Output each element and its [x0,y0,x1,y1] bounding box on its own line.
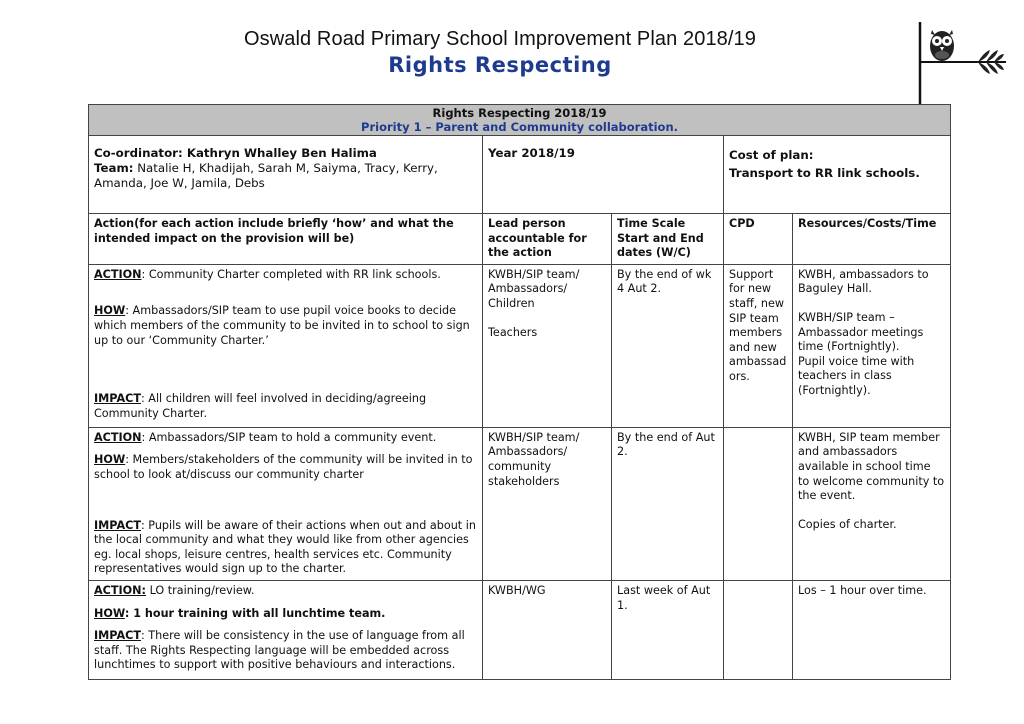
impact-text [94,392,477,421]
impact-text [94,519,477,577]
cost-label: Cost of plan: [729,148,814,162]
resources-value-2: Copies of charter. [798,517,897,531]
resources-value: KWBH, SIP team member and ambassadors available in school time to welcome community to the event. [798,430,945,503]
column-header-action: Action(for each action include briefly ‘how’ and what the intended impact on the provision will be) [89,214,483,265]
how-text [94,304,477,348]
team-list [94,161,477,191]
resources-value-2: KWBH/SIP team – Ambassador meetings time (Fortnightly). [798,310,924,354]
lead-cell: KWBH/SIP team/ Ambassadors/ community stakeholders [483,427,612,580]
impact-label: IMPACT [94,629,141,643]
column-header-cpd: CPD [724,214,793,265]
action-value: : Ambassadors/SIP team to hold a community event. [141,430,437,444]
action-label: ACTION: [94,583,147,597]
coordinator: Co-ordinator: Kathryn Whalley Ben Halima [94,146,377,160]
priority-heading: Priority 1 – Parent and Community collaboration. [361,120,679,134]
action-label: ACTION [94,430,142,444]
cpd-cell [724,427,793,580]
action-value: LO training/review. [146,583,255,597]
how-label: HOW [94,453,126,467]
year-label: Year 2018/19 [488,146,575,160]
improvement-plan-table [88,104,951,680]
how-text [94,453,477,482]
how-value: : 1 hour training with all lunchtime team. [124,606,386,620]
resources-value: KWBH, ambassadors to Baguley Hall. [798,267,929,296]
impact-value: : There will be consistency in the use of language from all staff. The Rights Respecting language will be embedded across lunchtimes to support with positive behaviours and interactions. [94,629,465,672]
action-label: ACTION [94,267,142,281]
column-header-timescale: Time Scale Start and End dates (W/C) [612,214,724,265]
team-label: Team: [94,161,134,175]
table-heading [89,105,951,136]
lead-value: KWBH/SIP team/ Ambassadors/ Children [488,267,580,310]
resources-cell [793,427,951,580]
team-members: Natalie H, Khadijah, Sarah M, Saiyma, Tracy, Kerry, Amanda, Joe W, Jamila, Debs [94,161,438,190]
impact-value: : All children will feel involved in deciding/agreeing Community Charter. [94,392,427,420]
cost-cell [724,136,951,214]
impact-label: IMPACT [94,392,141,406]
impact-value: : Pupils will be aware of their actions when out and about in the local community and what they would like from other agencies eg. local shops, leisure centres, health services etc. Community representatives would sign up to the charter. [94,518,476,576]
cpd-cell [724,580,793,679]
action-cell [89,427,483,580]
page-title: Oswald Road Primary School Improvement Plan 2018/19 [243,28,756,50]
timescale-cell: By the end of wk 4 Aut 2. [612,264,724,427]
impact-text [94,629,477,673]
resources-cell [793,264,951,427]
table-row [89,580,951,679]
how-text [94,607,477,622]
how-label: HOW [94,606,125,620]
page-subtitle: Rights Respecting [388,53,612,77]
plan-heading: Rights Respecting 2018/19 [432,106,607,120]
lead-cell [483,264,612,427]
action-text [94,431,477,446]
action-cell [89,580,483,679]
impact-label: IMPACT [94,518,141,532]
action-cell [89,264,483,427]
owl-logo-icon [918,22,1008,106]
resources-value-3: Pupil voice time with teachers in class (Fortnightly). [798,354,915,397]
lead-value-2: Teachers [488,325,538,339]
how-value: : Members/stakeholders of the community will be invited in to school to look at/discuss our community charter [94,453,473,481]
action-value: : Community Charter completed with RR link schools. [141,267,441,281]
how-label: HOW [94,304,126,318]
year-cell [483,136,724,214]
how-value: : Ambassadors/SIP team to use pupil voice books to decide which members of the community to be invited in to school to sign up to our ‘Community Charter.’ [94,304,470,347]
table-row [89,264,951,427]
action-text [94,268,477,283]
lead-cell: KWBH/WG [483,580,612,679]
timescale-cell: Last week of Aut 1. [612,580,724,679]
cost-value: Transport to RR link schools. [729,166,920,180]
column-header-lead: Lead person accountable for the action [483,214,612,265]
timescale-cell: By the end of Aut 2. [612,427,724,580]
table-row [89,427,951,580]
action-text [94,584,477,599]
resources-cell: Los – 1 hour over time. [793,580,951,679]
cpd-cell: Support for new staff, new SIP team members and new ambassad ors. [724,264,793,427]
column-header-resources: Resources/Costs/Time [793,214,951,265]
coordinator-cell [89,136,483,214]
